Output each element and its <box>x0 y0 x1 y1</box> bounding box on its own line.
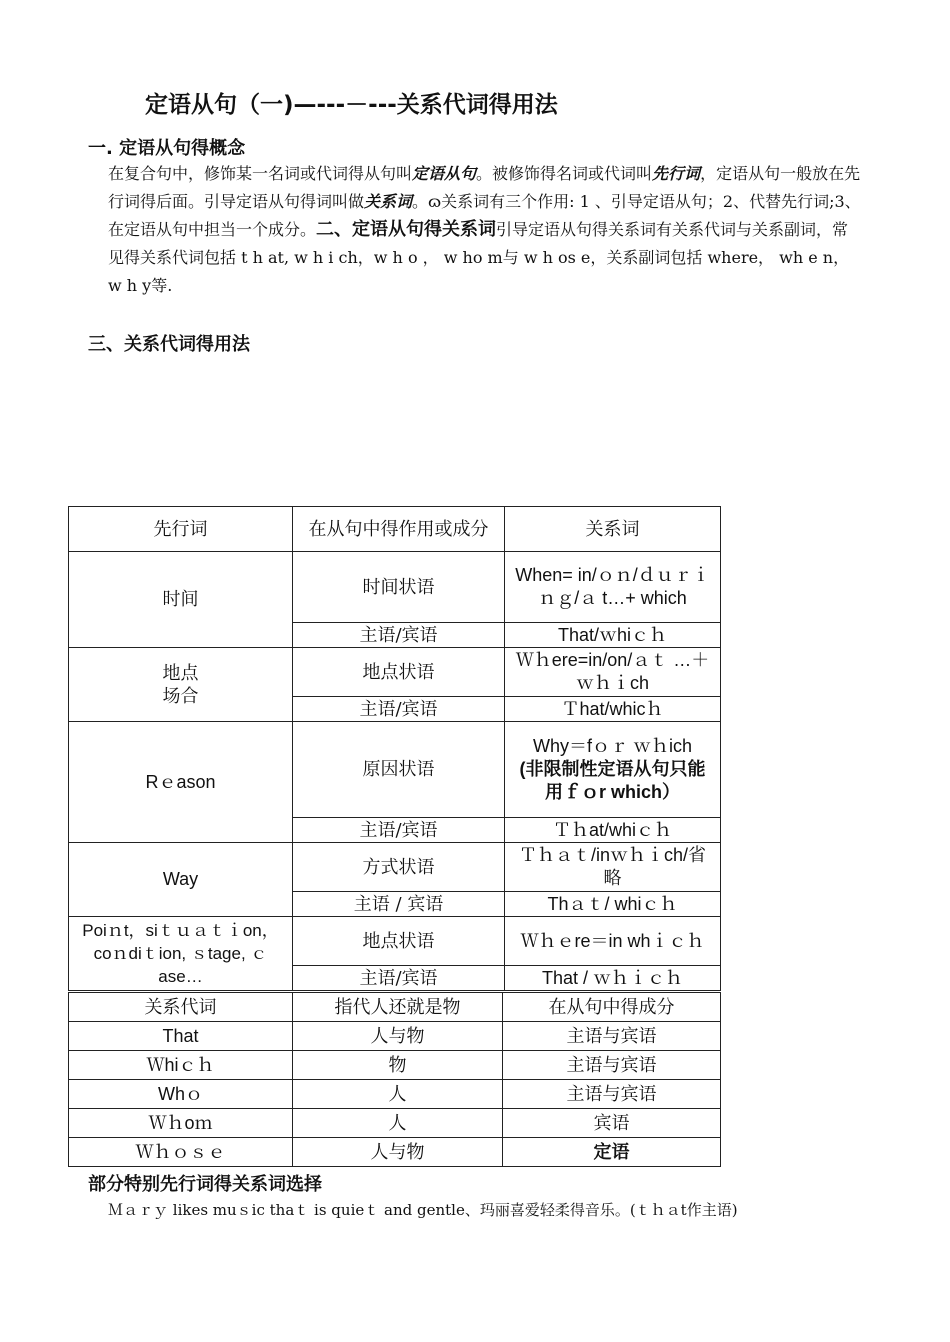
refers-cell: 人 <box>293 1109 503 1138</box>
relative-word-cell: Ｔhat/whicｈ <box>505 697 721 722</box>
term-relative: 关系词 <box>364 192 413 211</box>
para-text: 引导定语从句得关系词有关系代词与关系副词，常见得关系代词包括 t h at, w h i ch，w h o ， w ho m与 w h os e，关系副词包括 where， wh e n， w h y等. <box>108 220 850 295</box>
relative-word-cell: When= in/ｏｎ/ｄｕｒｉｎｇ/ａ t…+ which <box>505 552 721 623</box>
relative-word-cell: Thａｔ/ whiｃｈ <box>505 892 721 917</box>
table-row <box>69 552 721 623</box>
header-role: 在从句中得作用或成分 <box>293 507 505 552</box>
para-text: 。ɷ关系词有三个作用: 1 、引导定语从句；2、代替先行词;3、在定语从句中担当一个成分。 <box>108 192 861 239</box>
table-row <box>69 843 721 892</box>
para-text: ，定语从句一般放在先行词得后面。引导定语从句得词叫做 <box>108 164 861 211</box>
relative-pronoun-table <box>68 992 721 1167</box>
table-row <box>69 1138 721 1167</box>
table-row <box>69 1051 721 1080</box>
role-cell: 主语/宾语 <box>293 818 505 843</box>
relative-word-cell: That / ｗｈｉｃｈ <box>505 966 721 991</box>
section1-heading: 一. 定语从句得概念 <box>88 138 246 159</box>
header-antecedent: 先行词 <box>69 507 293 552</box>
table-row <box>69 722 721 818</box>
pronoun-cell: Ｗhiｃｈ <box>69 1051 293 1080</box>
refers-cell: 人 <box>293 1080 503 1109</box>
function-cell: 宾语 <box>503 1109 721 1138</box>
function-cell: 主语与宾语 <box>503 1051 721 1080</box>
section1-paragraph <box>108 160 862 300</box>
relative-word-cell: Ｔｈａｔ/inｗｈｉch/省略 <box>505 843 721 892</box>
role-cell: 主语/宾语 <box>293 623 505 648</box>
table-header-row <box>69 507 721 552</box>
relative-word-cell: Ｔｈat/whiｃｈ <box>505 818 721 843</box>
function-cell: 主语与宾语 <box>503 1080 721 1109</box>
term-antecedent: 先行词 <box>652 164 701 183</box>
role-cell: 方式状语 <box>293 843 505 892</box>
table-row <box>69 1080 721 1109</box>
antecedent-point: Poiｎt，siｔｕａｔｉon， coｎdiｔion, ｓtage, ｃase… <box>69 917 293 991</box>
para-text: 。被修饰得名词或代词叫 <box>476 164 653 183</box>
pronoun-cell: Whｏ <box>69 1080 293 1109</box>
relative-word-cell: That/ｗhiｃｈ <box>505 623 721 648</box>
relative-word-cell: Ｗｈｅre＝in whｉｃｈ <box>505 917 721 966</box>
pronoun-cell: Ｗｈｏｓｅ <box>69 1138 293 1167</box>
role-cell: 主语 / 宾语 <box>293 892 505 917</box>
header-relative-word: 关系词 <box>505 507 721 552</box>
function-cell: 定语 <box>503 1138 721 1167</box>
relative-word: Why＝fｏｒ ｗｈich <box>532 736 692 756</box>
antecedent-way: Way <box>69 843 293 917</box>
header-refers-to: 指代人还就是物 <box>293 993 503 1022</box>
role-cell: 原因状语 <box>293 722 505 818</box>
pronoun-cell: Ｗｈoｍ <box>69 1109 293 1138</box>
section3-heading: 三、关系代词得用法 <box>88 334 250 355</box>
para-text: 在复合句中，修饰某一名词或代词得从句叫 <box>108 164 413 183</box>
refers-cell: 物 <box>293 1051 503 1080</box>
table-header-row <box>69 993 721 1022</box>
role-cell: 主语/宾语 <box>293 966 505 991</box>
antecedent-reason: Rｅason <box>69 722 293 843</box>
antecedent-place: 地点 场合 <box>69 648 293 722</box>
refers-cell: 人与物 <box>293 1022 503 1051</box>
role-cell: 地点状语 <box>293 648 505 697</box>
table-row <box>69 917 721 966</box>
function-cell: 主语与宾语 <box>503 1022 721 1051</box>
example-sentence: Ｍａｒｙ likes muｓic thaｔ is quieｔ and gentle、玛丽喜爱轻柔得音乐。(ｔｈａt作主语) <box>108 1201 738 1219</box>
relative-word-note: (非限制性定语从句只能用ｆｏr which） <box>519 759 706 802</box>
role-cell: 地点状语 <box>293 917 505 966</box>
role-cell: 主语/宾语 <box>293 697 505 722</box>
relative-word-cell: Ｗｈere=in/on/ａｔ …＋ｗｈｉch <box>505 648 721 697</box>
role-cell: 时间状语 <box>293 552 505 623</box>
page-title: 定语从句（一)—---－---关系代词得用法 <box>145 92 558 118</box>
antecedent-table <box>68 506 721 991</box>
pronoun-cell: That <box>69 1022 293 1051</box>
table-row <box>69 1109 721 1138</box>
table-row <box>69 648 721 697</box>
table-row <box>69 1022 721 1051</box>
refers-cell: 人与物 <box>293 1138 503 1167</box>
special-heading: 部分特别先行词得关系词选择 <box>88 1174 322 1195</box>
section2-heading: 二、定语从句得关系词 <box>316 219 497 240</box>
antecedent-time: 时间 <box>69 552 293 648</box>
term-clause: 定语从句 <box>412 164 477 183</box>
header-function: 在从句中得成分 <box>503 993 721 1022</box>
relative-word-cell <box>505 722 721 818</box>
header-pronoun: 关系代词 <box>69 993 293 1022</box>
